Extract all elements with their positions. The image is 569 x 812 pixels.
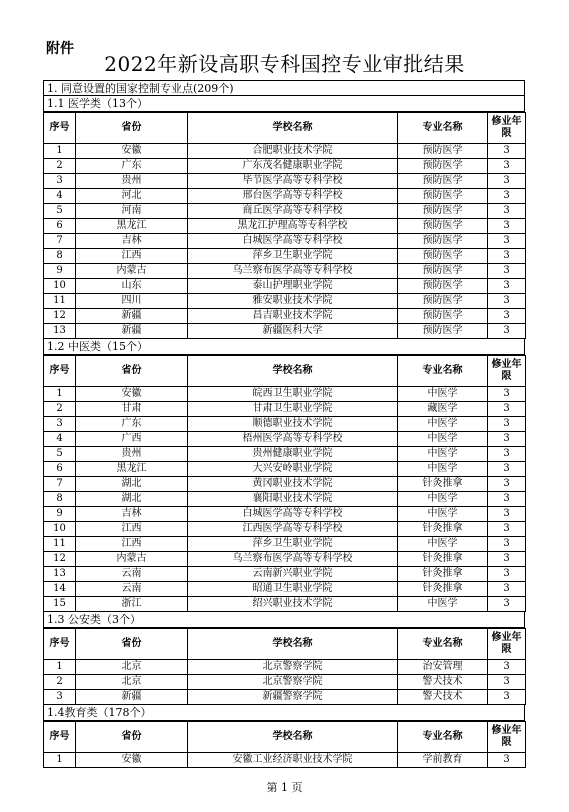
cell-index: 10	[44, 279, 76, 294]
cell-school: 襄阳职业技术学院	[188, 492, 398, 507]
cell-index: 12	[44, 552, 76, 567]
cell-province: 安徽	[76, 753, 188, 768]
cell-years: 3	[488, 660, 526, 675]
section-heading: 1.4教育类（178个）	[43, 705, 525, 721]
table-row	[44, 402, 526, 417]
cell-major: 针灸推拿	[398, 552, 488, 567]
cell-school: 广东茂名健康职业学院	[188, 159, 398, 174]
table-row	[44, 309, 526, 324]
cell-index: 8	[44, 492, 76, 507]
cell-years: 3	[488, 597, 526, 612]
header-major: 专业名称	[398, 113, 488, 144]
cell-school: 江西医学高等专科学校	[188, 522, 398, 537]
cell-province: 贵州	[76, 174, 188, 189]
table-row	[44, 279, 526, 294]
header-major: 专业名称	[398, 629, 488, 660]
header-province: 省份	[76, 356, 188, 387]
cell-school: 新疆医科大学	[188, 324, 398, 339]
cell-province: 新疆	[76, 309, 188, 324]
cell-province: 广东	[76, 159, 188, 174]
cell-school: 梧州医学高等专科学校	[188, 432, 398, 447]
cell-index: 13	[44, 567, 76, 582]
cell-school: 绍兴职业技术学院	[188, 597, 398, 612]
cell-index: 5	[44, 447, 76, 462]
cell-school: 商丘医学高等专科学校	[188, 204, 398, 219]
cell-major: 中医学	[398, 387, 488, 402]
cell-years: 3	[488, 675, 526, 690]
results-table-container	[43, 80, 525, 768]
cell-school: 毕节医学高等专科学校	[188, 174, 398, 189]
cell-index: 1	[44, 387, 76, 402]
cell-index: 4	[44, 189, 76, 204]
cell-province: 北京	[76, 675, 188, 690]
cell-index: 11	[44, 294, 76, 309]
header-province: 省份	[76, 629, 188, 660]
cell-province: 安徽	[76, 387, 188, 402]
cell-school: 白城医学高等专科学校	[188, 234, 398, 249]
table-row	[44, 537, 526, 552]
cell-index: 10	[44, 522, 76, 537]
cell-province: 广东	[76, 417, 188, 432]
header-school: 学校名称	[188, 629, 398, 660]
header-years: 修业年限	[488, 113, 526, 144]
cell-school: 昌吉职业技术学院	[188, 309, 398, 324]
cell-major: 中医学	[398, 492, 488, 507]
cell-index: 1	[44, 660, 76, 675]
table-row	[44, 567, 526, 582]
cell-years: 3	[488, 249, 526, 264]
cell-major: 预防医学	[398, 159, 488, 174]
cell-major: 针灸推拿	[398, 567, 488, 582]
cell-school: 贵州健康职业学院	[188, 447, 398, 462]
cell-province: 新疆	[76, 690, 188, 705]
cell-major: 中医学	[398, 507, 488, 522]
header-province: 省份	[76, 722, 188, 753]
cell-years: 3	[488, 567, 526, 582]
cell-index: 3	[44, 417, 76, 432]
table-row	[44, 690, 526, 705]
table-row	[44, 507, 526, 522]
header-major: 专业名称	[398, 356, 488, 387]
cell-school: 乌兰察布医学高等专科学校	[188, 264, 398, 279]
cell-province: 安徽	[76, 144, 188, 159]
table-row	[44, 675, 526, 690]
cell-index: 6	[44, 462, 76, 477]
cell-years: 3	[488, 690, 526, 705]
cell-province: 吉林	[76, 507, 188, 522]
table-row	[44, 462, 526, 477]
cell-years: 3	[488, 309, 526, 324]
cell-index: 2	[44, 675, 76, 690]
cell-index: 13	[44, 324, 76, 339]
cell-school: 泰山护理职业学院	[188, 279, 398, 294]
cell-school: 白城医学高等专科学校	[188, 507, 398, 522]
header-school: 学校名称	[188, 113, 398, 144]
page-footer: 第 1 页	[266, 781, 303, 794]
cell-years: 3	[488, 219, 526, 234]
table-row	[44, 189, 526, 204]
cell-years: 3	[488, 279, 526, 294]
cell-years: 3	[488, 204, 526, 219]
cell-major: 预防医学	[398, 309, 488, 324]
cell-years: 3	[488, 753, 526, 768]
cell-province: 江西	[76, 537, 188, 552]
cell-major: 预防医学	[398, 279, 488, 294]
cell-school: 新疆警察学院	[188, 690, 398, 705]
table-row	[44, 249, 526, 264]
cell-years: 3	[488, 537, 526, 552]
cell-school: 北京警察学院	[188, 675, 398, 690]
table-row	[44, 387, 526, 402]
cell-school: 甘肃卫生职业学院	[188, 402, 398, 417]
header-row	[44, 629, 526, 660]
cell-major: 警犬技术	[398, 675, 488, 690]
cell-province: 甘肃	[76, 402, 188, 417]
table-row	[44, 552, 526, 567]
cell-major: 预防医学	[398, 219, 488, 234]
cell-years: 3	[488, 324, 526, 339]
cell-years: 3	[488, 294, 526, 309]
cell-index: 1	[44, 753, 76, 768]
cell-major: 藏医学	[398, 402, 488, 417]
table-row	[44, 234, 526, 249]
header-major: 专业名称	[398, 722, 488, 753]
header-school: 学校名称	[188, 356, 398, 387]
part-heading: 1. 同意设置的国家控制专业点(209个)	[43, 80, 525, 96]
cell-province: 河北	[76, 189, 188, 204]
cell-major: 预防医学	[398, 204, 488, 219]
table-row	[44, 417, 526, 432]
cell-index: 4	[44, 432, 76, 447]
cell-index: 8	[44, 249, 76, 264]
table-row	[44, 204, 526, 219]
cell-major: 中医学	[398, 537, 488, 552]
cell-major: 中医学	[398, 447, 488, 462]
cell-years: 3	[488, 462, 526, 477]
cell-province: 内蒙古	[76, 264, 188, 279]
cell-years: 3	[488, 432, 526, 447]
table-row	[44, 753, 526, 768]
cell-index: 14	[44, 582, 76, 597]
attachment-label: 附件	[46, 41, 74, 57]
header-row	[44, 356, 526, 387]
header-index: 序号	[44, 356, 76, 387]
cell-province: 山东	[76, 279, 188, 294]
cell-years: 3	[488, 234, 526, 249]
cell-major: 中医学	[398, 432, 488, 447]
cell-years: 3	[488, 264, 526, 279]
cell-school: 乌兰察布医学高等专科学校	[188, 552, 398, 567]
cell-major: 警犬技术	[398, 690, 488, 705]
cell-province: 云南	[76, 567, 188, 582]
cell-major: 预防医学	[398, 234, 488, 249]
cell-index: 7	[44, 477, 76, 492]
cell-major: 治安管理	[398, 660, 488, 675]
cell-province: 四川	[76, 294, 188, 309]
cell-index: 3	[44, 690, 76, 705]
table-row	[44, 294, 526, 309]
cell-major: 预防医学	[398, 264, 488, 279]
cell-index: 3	[44, 174, 76, 189]
header-years: 修业年限	[488, 722, 526, 753]
cell-years: 3	[488, 447, 526, 462]
cell-province: 湖北	[76, 477, 188, 492]
cell-years: 3	[488, 174, 526, 189]
cell-school: 顺德职业技术学院	[188, 417, 398, 432]
cell-index: 9	[44, 507, 76, 522]
cell-years: 3	[488, 189, 526, 204]
header-years: 修业年限	[488, 356, 526, 387]
cell-province: 江西	[76, 249, 188, 264]
cell-index: 2	[44, 402, 76, 417]
cell-major: 针灸推拿	[398, 522, 488, 537]
cell-major: 预防医学	[398, 324, 488, 339]
cell-province: 广西	[76, 432, 188, 447]
cell-province: 河南	[76, 204, 188, 219]
cell-school: 邢台医学高等专科学校	[188, 189, 398, 204]
header-index: 序号	[44, 722, 76, 753]
cell-school: 黑龙江护理高等专科学校	[188, 219, 398, 234]
cell-province: 黑龙江	[76, 462, 188, 477]
cell-index: 1	[44, 144, 76, 159]
cell-index: 7	[44, 234, 76, 249]
section-heading: 1.1 医学类（13个）	[43, 96, 525, 112]
cell-major: 针灸推拿	[398, 582, 488, 597]
cell-school: 大兴安岭职业学院	[188, 462, 398, 477]
cell-index: 5	[44, 204, 76, 219]
cell-years: 3	[488, 507, 526, 522]
cell-major: 中医学	[398, 462, 488, 477]
cell-major: 预防医学	[398, 144, 488, 159]
cell-school: 雅安职业技术学院	[188, 294, 398, 309]
cell-school: 萍乡卫生职业学院	[188, 249, 398, 264]
cell-index: 6	[44, 219, 76, 234]
header-school: 学校名称	[188, 722, 398, 753]
cell-years: 3	[488, 477, 526, 492]
cell-province: 黑龙江	[76, 219, 188, 234]
cell-province: 内蒙古	[76, 552, 188, 567]
cell-years: 3	[488, 417, 526, 432]
cell-years: 3	[488, 402, 526, 417]
section-table	[43, 628, 526, 705]
table-row	[44, 522, 526, 537]
cell-years: 3	[488, 522, 526, 537]
section-heading: 1.2 中医类（15个）	[43, 339, 525, 355]
table-row	[44, 477, 526, 492]
table-row	[44, 219, 526, 234]
cell-major: 中医学	[398, 417, 488, 432]
cell-years: 3	[488, 387, 526, 402]
cell-major: 预防医学	[398, 189, 488, 204]
cell-school: 北京警察学院	[188, 660, 398, 675]
cell-years: 3	[488, 159, 526, 174]
table-row	[44, 144, 526, 159]
table-row	[44, 159, 526, 174]
section-table	[43, 355, 526, 612]
table-row	[44, 174, 526, 189]
header-province: 省份	[76, 113, 188, 144]
header-row	[44, 113, 526, 144]
table-row	[44, 492, 526, 507]
section-table	[43, 112, 526, 339]
cell-major: 预防医学	[398, 294, 488, 309]
section-heading: 1.3 公安类（3个）	[43, 612, 525, 628]
cell-index: 2	[44, 159, 76, 174]
cell-province: 北京	[76, 660, 188, 675]
cell-years: 3	[488, 492, 526, 507]
header-index: 序号	[44, 629, 76, 660]
cell-province: 江西	[76, 522, 188, 537]
cell-years: 3	[488, 144, 526, 159]
cell-province: 湖北	[76, 492, 188, 507]
cell-province: 新疆	[76, 324, 188, 339]
cell-province: 云南	[76, 582, 188, 597]
cell-major: 预防医学	[398, 174, 488, 189]
cell-province: 贵州	[76, 447, 188, 462]
table-row	[44, 660, 526, 675]
cell-school: 合肥职业技术学院	[188, 144, 398, 159]
header-years: 修业年限	[488, 629, 526, 660]
table-row	[44, 582, 526, 597]
cell-index: 12	[44, 309, 76, 324]
cell-index: 15	[44, 597, 76, 612]
cell-major: 针灸推拿	[398, 477, 488, 492]
table-row	[44, 432, 526, 447]
table-row	[44, 597, 526, 612]
table-row	[44, 447, 526, 462]
cell-school: 皖西卫生职业学院	[188, 387, 398, 402]
header-index: 序号	[44, 113, 76, 144]
cell-school: 黄冈职业技术学院	[188, 477, 398, 492]
header-row	[44, 722, 526, 753]
cell-province: 浙江	[76, 597, 188, 612]
table-row	[44, 324, 526, 339]
document-title: 2022年新设高职专科国控专业审批结果	[104, 52, 465, 76]
cell-school: 萍乡卫生职业学院	[188, 537, 398, 552]
cell-school: 安徽工业经济职业技术学院	[188, 753, 398, 768]
section-table	[43, 721, 526, 768]
cell-major: 学前教育	[398, 753, 488, 768]
cell-index: 11	[44, 537, 76, 552]
cell-years: 3	[488, 582, 526, 597]
cell-school: 云南新兴职业学院	[188, 567, 398, 582]
table-row	[44, 264, 526, 279]
cell-years: 3	[488, 552, 526, 567]
cell-major: 预防医学	[398, 249, 488, 264]
cell-major: 中医学	[398, 597, 488, 612]
cell-index: 9	[44, 264, 76, 279]
cell-school: 昭通卫生职业学院	[188, 582, 398, 597]
cell-province: 吉林	[76, 234, 188, 249]
